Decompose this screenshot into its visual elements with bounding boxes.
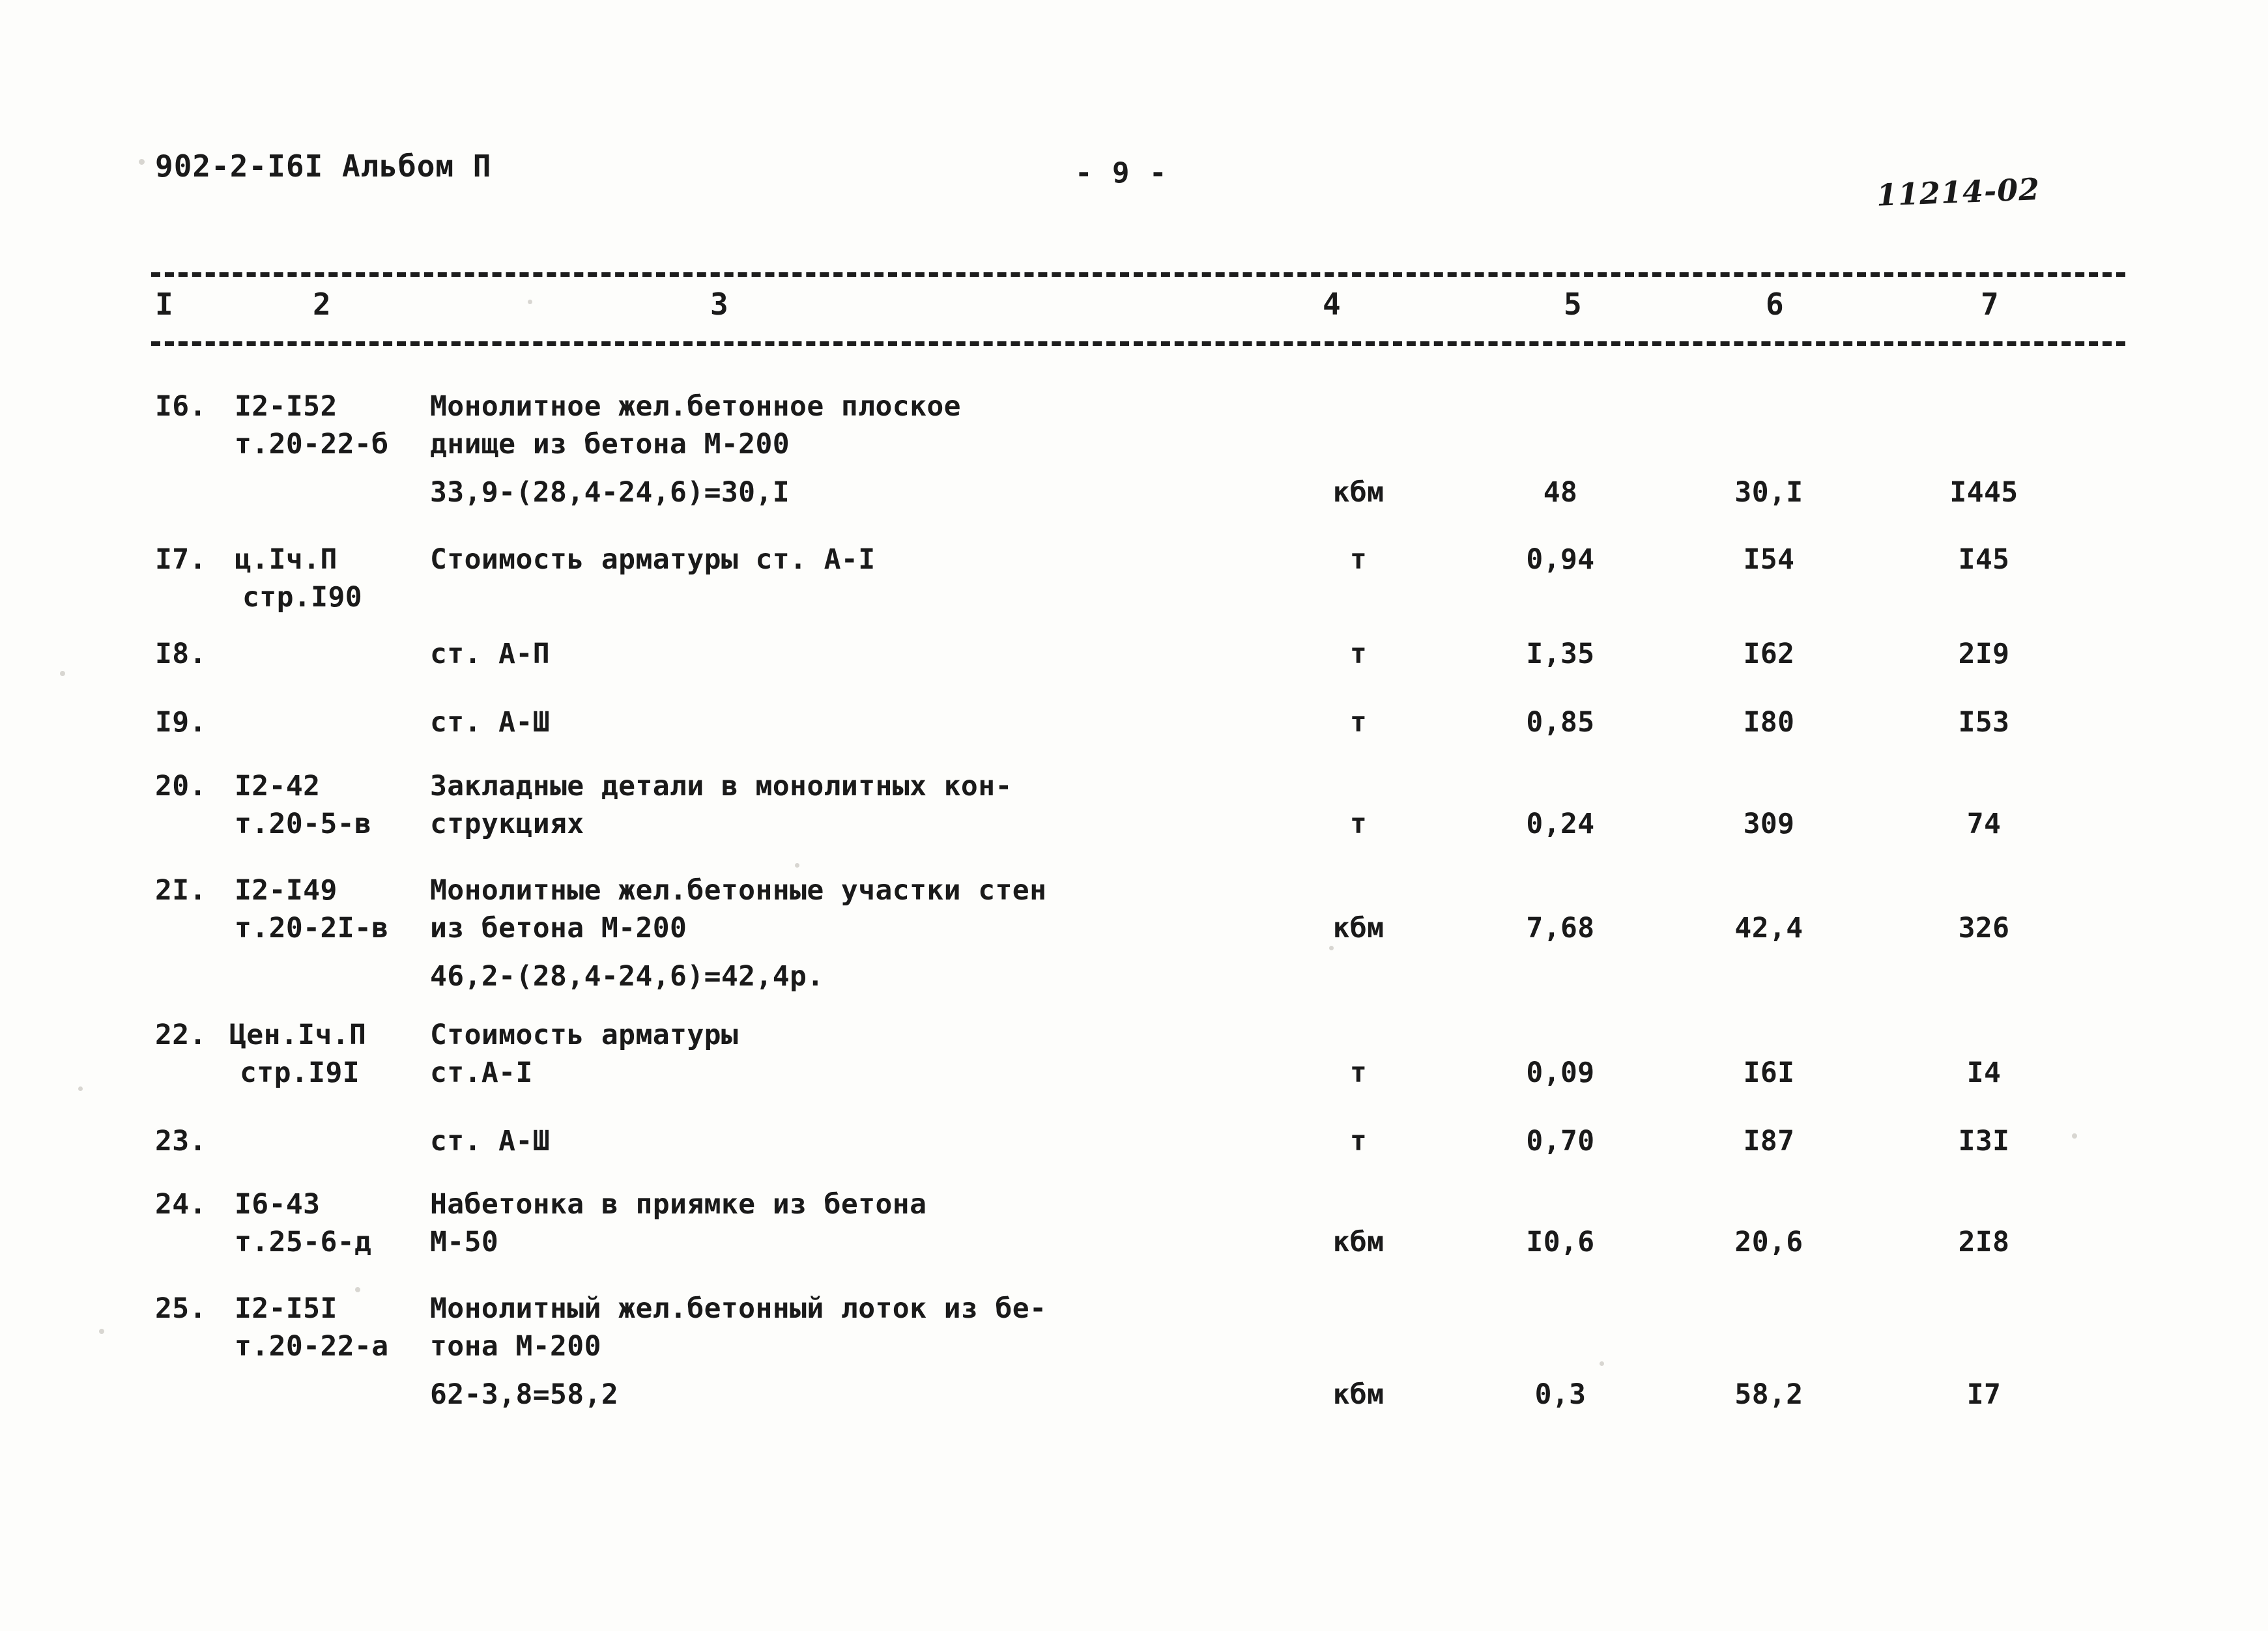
column-number-6: 6 xyxy=(1766,287,1784,322)
row-total: 74 xyxy=(1966,808,2002,840)
row-description-line2: М-50 xyxy=(430,1226,499,1258)
row-unit: кбм xyxy=(1332,912,1385,944)
row-code-line2: стр.I9I xyxy=(240,1057,360,1089)
row-description-line2: из бетона М-200 xyxy=(430,912,687,944)
row-code-line2: т.20-22-а xyxy=(235,1330,389,1363)
row-description-line1: ст. А-Ш xyxy=(430,1125,551,1157)
row-number: I7. xyxy=(155,543,207,576)
row-total: 326 xyxy=(1958,912,2010,944)
row-price: I6I xyxy=(1743,1057,1795,1089)
row-number: I6. xyxy=(155,390,207,423)
row-description-line1: Набетонка в приямке из бетона xyxy=(430,1188,927,1221)
row-number: 20. xyxy=(155,770,207,802)
row-description-line2: струкциях xyxy=(430,808,584,840)
page-number: - 9 - xyxy=(1075,156,1168,190)
row-quantity: 0,3 xyxy=(1534,1378,1586,1411)
row-unit: кбм xyxy=(1332,476,1385,509)
row-number: 24. xyxy=(155,1188,207,1221)
scan-speck xyxy=(78,1086,83,1091)
row-number: 22. xyxy=(155,1019,207,1051)
scan-speck xyxy=(1329,946,1334,950)
handwritten-stamp: 11214-02 xyxy=(1876,171,2041,213)
row-quantity: 0,70 xyxy=(1526,1125,1595,1157)
row-total: I4 xyxy=(1966,1057,2002,1089)
scan-speck xyxy=(60,671,65,676)
row-total: I445 xyxy=(1949,476,2018,509)
row-quantity: 0,85 xyxy=(1526,706,1595,739)
column-number-2: 2 xyxy=(313,287,331,322)
scan-speck xyxy=(2072,1133,2077,1139)
row-code-line1: I2-I5I xyxy=(235,1292,337,1325)
row-quantity: 48 xyxy=(1543,476,1578,509)
row-unit: т xyxy=(1349,706,1368,739)
row-code-line1: ц.Iч.П xyxy=(235,543,337,576)
row-code-line1: I2-42 xyxy=(235,770,321,802)
scan-speck xyxy=(355,1287,360,1292)
row-unit: т xyxy=(1349,1057,1368,1089)
row-quantity: I,35 xyxy=(1526,638,1595,670)
row-description-line1: Монолитное жел.бетонное плоское xyxy=(430,390,961,423)
row-number: 25. xyxy=(155,1292,207,1325)
row-price: I80 xyxy=(1743,706,1795,739)
row-code-line1: I6-43 xyxy=(235,1188,321,1221)
row-number: 23. xyxy=(155,1125,207,1157)
row-description-line1: Стоимость арматуры xyxy=(430,1019,739,1051)
row-price: I87 xyxy=(1743,1125,1795,1157)
row-price: 20,6 xyxy=(1734,1226,1803,1258)
scan-speck xyxy=(528,300,532,304)
table-top-dashed-rule xyxy=(151,272,2125,277)
row-quantity: I0,6 xyxy=(1526,1226,1595,1258)
row-description-line3: 46,2-(28,4-24,6)=42,4р. xyxy=(430,960,824,993)
row-description-line2: тона М-200 xyxy=(430,1330,601,1363)
scan-speck xyxy=(1600,1361,1604,1366)
row-code-line2: т.25-6-д xyxy=(235,1226,372,1258)
row-quantity: 0,09 xyxy=(1526,1057,1595,1089)
row-unit: т xyxy=(1349,543,1368,576)
column-number-1: I xyxy=(155,287,173,322)
row-description-line2: днище из бетона М-200 xyxy=(430,428,790,461)
table-column-number-row xyxy=(0,287,2268,332)
scan-speck xyxy=(795,863,799,868)
row-total: I3I xyxy=(1958,1125,2010,1157)
row-quantity: 0,24 xyxy=(1526,808,1595,840)
row-number: I9. xyxy=(155,706,207,739)
row-price: I62 xyxy=(1743,638,1795,670)
column-number-5: 5 xyxy=(1564,287,1582,322)
row-description-line1: Закладные детали в монолитных кон- xyxy=(430,770,1012,802)
column-number-4: 4 xyxy=(1323,287,1341,322)
row-description-line1: ст. А-П xyxy=(430,638,551,670)
row-description-line2: ст.А-I xyxy=(430,1057,533,1089)
row-unit: кбм xyxy=(1332,1378,1385,1411)
row-description-line1: Стоимость арматуры ст. А-I xyxy=(430,543,876,576)
row-unit: т xyxy=(1349,638,1368,670)
row-quantity: 7,68 xyxy=(1526,912,1595,944)
row-price: 309 xyxy=(1743,808,1795,840)
row-number: 2I. xyxy=(155,874,207,907)
column-number-7: 7 xyxy=(1981,287,1999,322)
row-code-line2: т.20-5-в xyxy=(235,808,372,840)
row-description-line3: 33,9-(28,4-24,6)=30,I xyxy=(430,476,790,509)
scan-speck xyxy=(99,1329,104,1334)
row-total: 2I9 xyxy=(1958,638,2010,670)
row-price: 58,2 xyxy=(1734,1378,1803,1411)
row-description-line1: ст. А-Ш xyxy=(430,706,551,739)
row-total: I7 xyxy=(1966,1378,2002,1411)
row-code-line2: т.20-2I-в xyxy=(235,912,389,944)
row-unit: т xyxy=(1349,808,1368,840)
row-description-line1: Монолитные жел.бетонные участки стен xyxy=(430,874,1047,907)
row-code-line1: I2-I49 xyxy=(235,874,337,907)
row-description-line1: Монолитный жел.бетонный лоток из бе- xyxy=(430,1292,1047,1325)
row-unit: кбм xyxy=(1332,1226,1385,1258)
row-total: I45 xyxy=(1958,543,2010,576)
row-code-line1: I2-I52 xyxy=(235,390,337,423)
row-total: 2I8 xyxy=(1958,1226,2010,1258)
row-unit: т xyxy=(1349,1125,1368,1157)
row-quantity: 0,94 xyxy=(1526,543,1595,576)
row-code-line1: Цен.Iч.П xyxy=(229,1019,367,1051)
scan-speck xyxy=(139,159,145,165)
row-code-line2: стр.I90 xyxy=(242,581,363,614)
column-number-3: 3 xyxy=(710,287,728,322)
row-price: 42,4 xyxy=(1734,912,1803,944)
document-code-header: 902-2-I6I Альбом П xyxy=(155,149,492,184)
row-total: I53 xyxy=(1958,706,2010,739)
row-description-line3: 62-3,8=58,2 xyxy=(430,1378,619,1411)
row-price: I54 xyxy=(1743,543,1795,576)
row-number: I8. xyxy=(155,638,207,670)
table-bottom-dashed-rule xyxy=(151,341,2125,346)
row-code-line2: т.20-22-б xyxy=(235,428,389,461)
row-price: 30,I xyxy=(1734,476,1803,509)
